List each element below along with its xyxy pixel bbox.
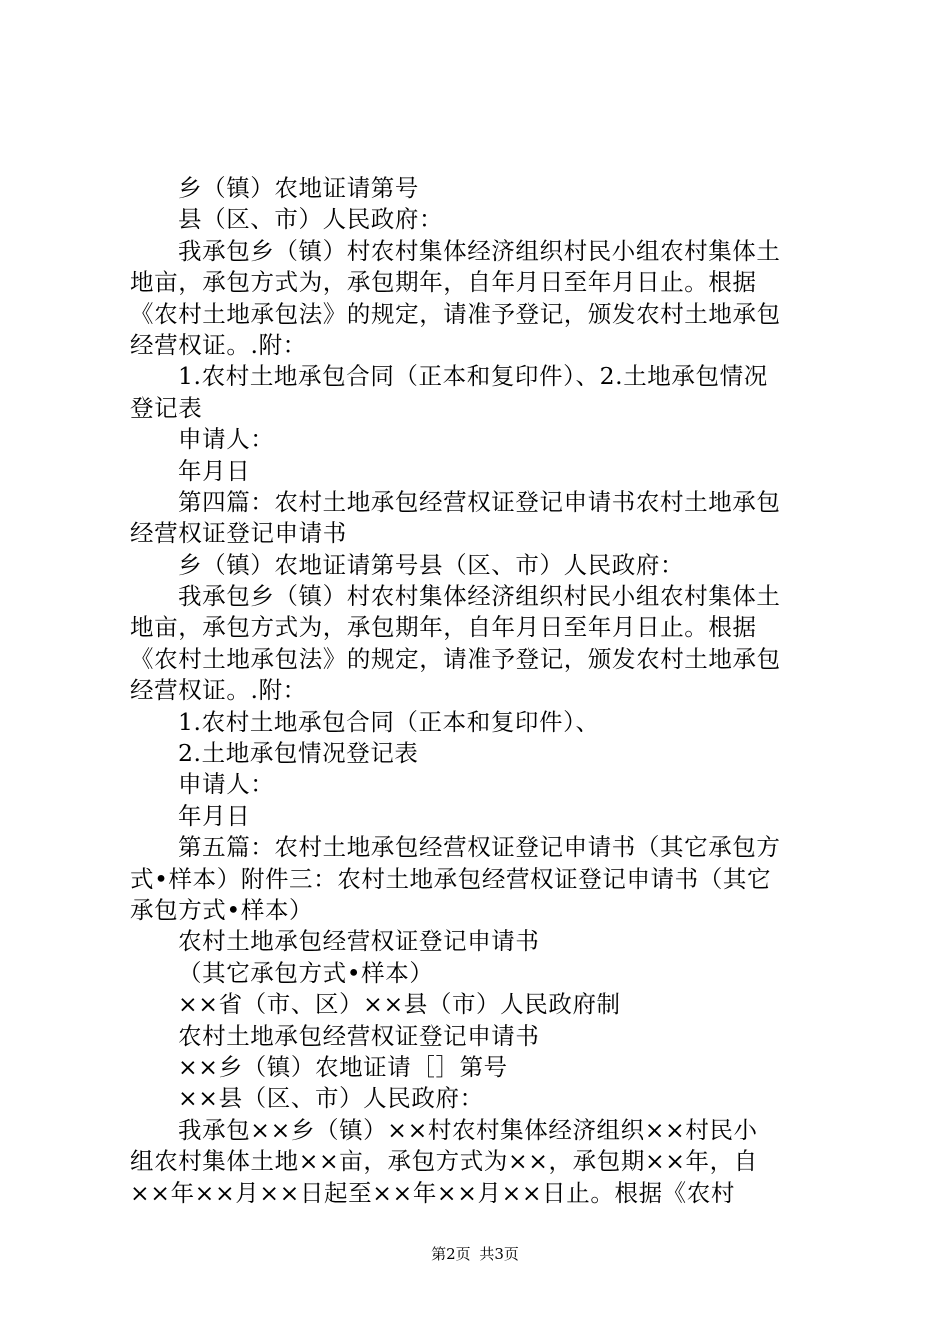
text-line: 地亩，承包方式为，承包期年，自年月日至年月日止。根据: [130, 613, 757, 642]
text-line: 经营权证登记申请书: [130, 519, 347, 548]
text-line: 登记表: [130, 393, 203, 422]
text-line: 乡（镇）农地证请第号县（区、市）人民政府：: [178, 550, 685, 579]
text-line: 农村土地承包经营权证登记申请书: [178, 1021, 540, 1050]
text-line: 第五篇：农村土地承包经营权证登记申请书（其它承包方: [178, 833, 781, 862]
text-line: 第四篇：农村土地承包经营权证登记申请书农村土地承包: [178, 487, 781, 516]
text-line: 组农村集体土地××亩，承包方式为××，承包期××年，自: [130, 1147, 758, 1176]
page-number: 第2页: [431, 1245, 471, 1263]
text-line: 我承包乡（镇）村农村集体经济组织村民小组农村集体土: [178, 582, 781, 611]
text-line: 承包方式•样本）: [130, 895, 314, 924]
text-line: 2.土地承包情况登记表: [178, 739, 419, 768]
text-line: 县（区、市）人民政府：: [178, 205, 444, 234]
text-line: 式•样本）附件三：农村土地承包经营权证登记申请书（其它: [130, 864, 772, 893]
text-line: 年月日: [178, 456, 251, 485]
text-line: 年月日: [178, 801, 251, 830]
text-line: 1.农村土地承包合同（正本和复印件）、: [178, 707, 600, 736]
text-line: 乡（镇）农地证请第号: [178, 174, 419, 202]
text-line: 地亩，承包方式为，承包期年，自年月日至年月日止。根据: [130, 268, 757, 297]
text-line: 1.农村土地承包合同（正本和复印件）、2.土地承包情况: [178, 362, 768, 391]
text-line: 我承包××乡（镇）××村农村集体经济组织××村民小: [178, 1115, 758, 1144]
text-line: ××县（区、市）人民政府：: [178, 1084, 484, 1113]
text-line: 农村土地承包经营权证登记申请书: [178, 927, 540, 956]
total-pages: 共3页: [479, 1245, 519, 1263]
text-line: （其它承包方式•样本）: [178, 958, 434, 987]
text-line: 《农村土地承包法》的规定，请准予登记，颁发农村土地承包: [130, 644, 781, 673]
text-line: 申请人：: [178, 425, 275, 454]
text-line: ××年××月××日起至××年××月××日止。根据《农村: [130, 1178, 735, 1207]
text-line: 经营权证。.附：: [130, 676, 307, 705]
text-line: 《农村土地承包法》的规定，请准予登记，颁发农村土地承包: [130, 299, 781, 328]
page-footer: [0, 1244, 950, 1264]
document-body: [130, 173, 835, 1209]
text-line: ××乡（镇）农地证请［］第号: [178, 1052, 508, 1081]
text-line: 经营权证。.附：: [130, 330, 307, 359]
text-line: 申请人：: [178, 770, 275, 799]
text-line: 我承包乡（镇）村农村集体经济组织村民小组农村集体土: [178, 236, 781, 265]
text-line: ××省（市、区）××县（市）人民政府制: [178, 990, 621, 1019]
